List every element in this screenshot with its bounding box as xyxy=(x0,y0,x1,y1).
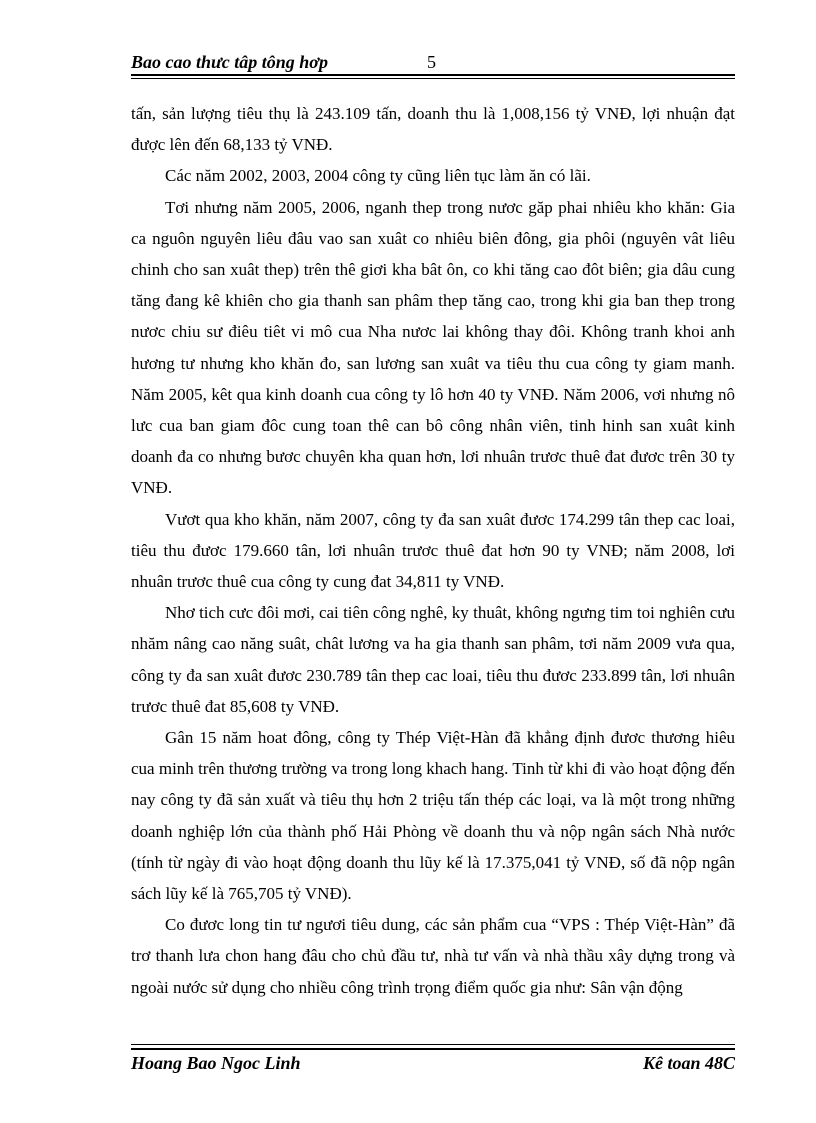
page-header xyxy=(131,52,735,74)
page-number: 5 xyxy=(427,52,436,72)
paragraph-3: Tơi nhưng năm 2005, 2006, nganh thep trong nươc găp phai nhiêu kho khăn: Gia ca nguôn nguyên liêu đâu vao san xuât co nhiêu biên đông, gia phôi (nguyên vât liêu chinh cho san xuât thep) trên thê giơi kha bât ôn, co khi tăng cao đôt biên; gia dâu cung tăng đang kê khiên cho gia thanh san phâm thep tăng cao, trong khi gia ban thep trong nươc chiu sư điêu tiêt vi mô cua Nha nươc lai không thay đôi. Không tranh khoi anh hương tư nhưng kho khăn đo, san lương san xuât va tiêu thu cua công ty giam manh. Năm 2005, kêt qua kinh doanh cua công ty lô hơn 40 ty VNĐ. Năm 2006, vơi nhưng nô lưc cua ban giam đôc cung toan thê can bô công nhân viên, tinh hinh san xuât kinh doanh đa co nhưng bươc chuyên kha quan hơn, lơi nhuân trươc thuê đat đươc trên 30 ty VNĐ. xyxy=(131,197,735,498)
report-title: Bao cao thưc tâp tông hơp xyxy=(131,52,328,72)
header-rule-thin xyxy=(131,78,735,79)
footer-class: Kê toan 48C xyxy=(642,1053,735,1073)
footer-rule-thin xyxy=(131,1044,735,1045)
header-rule-thick xyxy=(131,74,735,76)
page-footer xyxy=(131,1053,735,1077)
paragraph-5: Nhơ tich cưc đôi mơi, cai tiên công nghê, ky thuât, không ngưng tim toi nghiên cưu nhăm nâng cao năng suât, chât lương va ha gia thanh san phâm, tơi năm 2009 vưa qua, công ty đa san xuât đươc 230.789 tân thep cac loai, tiêu thu đươc 233.899 tân, lơi nhuân trươc thuê đat 85,608 ty VNĐ. xyxy=(131,603,735,716)
footer-author: Hoang Bao Ngoc Linh xyxy=(131,1053,301,1073)
paragraph-6: Gân 15 năm hoat đông, công ty Thép Việt-Hàn đã khẳng định đươc thương hiêu cua minh trên thương trường va trong long khach hang. Tinh từ khi đi vào hoạt động đến nay công ty đã sản xuất và tiêu thụ hơn 2 triệu tấn thép các loại, va là một trong những doanh nghiệp lớn của thành phố Hải Phòng về doanh thu và nộp ngân sách Nhà nước (tính từ ngày đi vào hoạt động doanh thu lũy kế là 17.375,041 tỷ VNĐ, số đã nộp ngân sách lũy kế là 765,705 tỷ VNĐ). xyxy=(131,728,735,904)
paragraph-4: Vươt qua kho khăn, năm 2007, công ty đa san xuât đươc 174.299 tân thep cac loai, tiêu thu đươc 179.660 tân, lơi nhuân trươc thuê đat hơn 90 ty VNĐ; năm 2008, lơi nhuân trươc thuê cua công ty cung đat 34,811 ty VNĐ. xyxy=(131,509,735,592)
body-text xyxy=(131,98,735,1003)
footer-rule-thick xyxy=(131,1048,735,1050)
paragraph-1: tấn, sản lượng tiêu thụ là 243.109 tấn, doanh thu là 1,008,156 tỷ VNĐ, lợi nhuận đạt được lên đến 68,133 tỷ VNĐ. xyxy=(131,104,735,155)
paragraph-2: Các năm 2002, 2003, 2004 công ty cũng liên tục làm ăn có lãi. xyxy=(165,166,591,186)
paragraph-7: Co đươc long tin tư ngươi tiêu dung, các sản phẩm cua “VPS : Thép Việt-Hàn” đã trơ thanh lưa chon hang đâu cho chủ đầu tư, nhà tư vấn và nhà thầu xây dựng trong và ngoài nước sử dụng cho nhiều công trình trọng điểm quốc gia như: Sân vận động xyxy=(131,915,735,997)
